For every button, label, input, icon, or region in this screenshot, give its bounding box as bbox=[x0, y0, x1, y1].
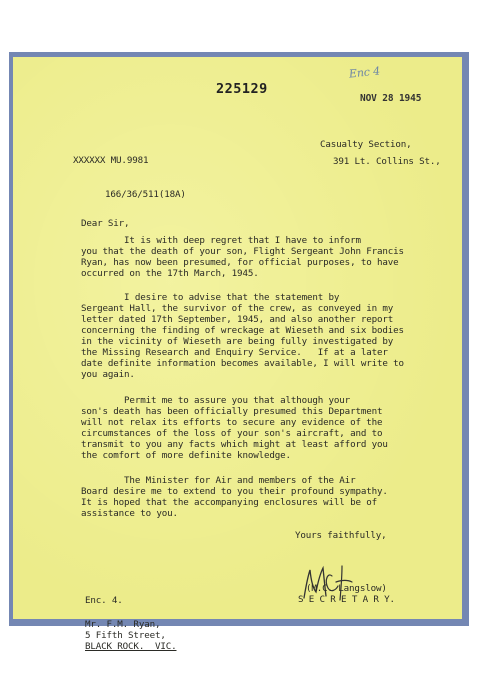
header-address: 391 Lt. Collins St., bbox=[333, 156, 441, 167]
paragraph-line: date definite information becomes available, I will write to bbox=[81, 358, 404, 369]
paragraph-line: letter dated 17th September, 1945, and also another report bbox=[81, 314, 394, 325]
paragraph-line: you that the death of your son, Flight Sergeant John Francis bbox=[81, 246, 404, 257]
paragraph-line: Board desire me to extend to you their profound sympathy. bbox=[81, 486, 388, 497]
enclosures: Enc. 4. bbox=[85, 595, 123, 606]
paragraph-line: in the vicinity of Wieseth are being fully investigated by bbox=[81, 336, 394, 347]
paragraph-line: I desire to advise that the statement by bbox=[81, 292, 340, 303]
paragraph-line: transmit to you any facts which might at least afford you bbox=[81, 439, 388, 450]
date-stamp: NOV 28 1945 bbox=[360, 93, 422, 104]
service-reference: XXXXXX MU.9981 bbox=[73, 155, 149, 166]
paragraph-line: Sergeant Hall, the survivor of the crew, as conveyed in my bbox=[81, 303, 394, 314]
signatory-title: S E C R E T A R Y. bbox=[298, 594, 395, 605]
paragraph-line: concerning the finding of wreckage at Wieseth and six bodies bbox=[81, 325, 404, 336]
paragraph-line: the Missing Research and Enquiry Service. If at a later bbox=[81, 347, 388, 358]
paragraph-line: It is with deep regret that I have to inform bbox=[81, 235, 361, 246]
file-reference: 166/36/511(18A) bbox=[105, 189, 186, 200]
pencil-annotation: Enc 4 bbox=[348, 64, 381, 81]
paragraph-line: assistance to you. bbox=[81, 508, 178, 519]
salutation: Dear Sir, bbox=[81, 218, 130, 229]
paragraph-line: son's death has been officially presumed this Department bbox=[81, 406, 383, 417]
recipient-street: 5 Fifth Street, bbox=[85, 630, 166, 641]
paragraph-line: occurred on the 17th March, 1945. bbox=[81, 268, 259, 279]
signatory-name: (M.C. Langslow) bbox=[306, 583, 387, 594]
paragraph-line: Permit me to assure you that although your bbox=[81, 395, 351, 406]
paragraph-line: the comfort of more definite knowledge. bbox=[81, 450, 291, 461]
paragraph-line: circumstances of the loss of your son's aircraft, and to bbox=[81, 428, 383, 439]
recipient-name: Mr. F.M. Ryan, bbox=[85, 619, 161, 630]
paragraph-line: The Minister for Air and members of the Air bbox=[81, 475, 356, 486]
letter-sheet bbox=[13, 57, 462, 652]
paragraph-line: It is hoped that the accompanying enclosures will be of bbox=[81, 497, 377, 508]
closing: Yours faithfully, bbox=[295, 530, 387, 541]
paragraph-line: you again. bbox=[81, 369, 135, 380]
header-section: Casualty Section, bbox=[320, 139, 412, 150]
paragraph-line: will not relax its efforts to secure any evidence of the bbox=[81, 417, 383, 428]
file-number: 225129 bbox=[216, 81, 268, 97]
recipient-town: BLACK ROCK. VIC. bbox=[85, 641, 177, 652]
handwritten-signature bbox=[298, 535, 358, 629]
paragraph-line: Ryan, has now been presumed, for official purposes, to have bbox=[81, 257, 399, 268]
